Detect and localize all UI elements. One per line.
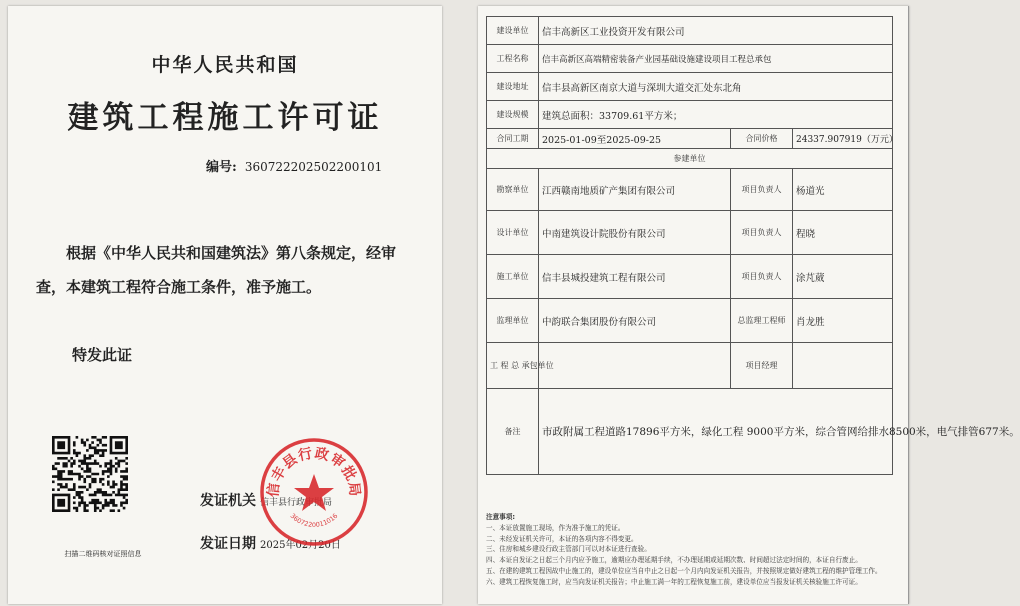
notes-title: 注意事项: bbox=[486, 513, 516, 521]
design-org: 中南建筑设计院股份有限公司 bbox=[539, 211, 731, 255]
seal-code: 3607220011016 bbox=[288, 511, 340, 529]
certificate-number bbox=[206, 156, 382, 175]
certificate-left-page bbox=[8, 6, 442, 604]
site-label: 建设地址 bbox=[487, 73, 539, 101]
note-item: 四、本证自发证之日起三个月内应予施工，逾期应办理延期手续，不办理延期或延期次数、时间超过法定时间的，本证自行废止。 bbox=[486, 556, 862, 565]
certificate-title: 建筑工程施工许可证 bbox=[67, 100, 383, 136]
country-title: 中华人民共和国 bbox=[151, 54, 299, 76]
issue-date-value: 2025年02月20日 bbox=[260, 540, 341, 551]
notes-section bbox=[486, 512, 892, 588]
project-name-label: 工程名称 bbox=[487, 45, 539, 73]
note-item: 六、建筑工程恢复施工时，应当向发证机关报告；中止施工满一年的工程恢复施工前，建设单位应当报发证机关核验施工许可证。 bbox=[486, 577, 862, 586]
supervision-org: 中韵联合集团股份有限公司 bbox=[539, 299, 731, 343]
construction-org: 信丰县城投建筑工程有限公司 bbox=[539, 255, 731, 299]
number-value: 360722202502200101 bbox=[244, 160, 383, 174]
row-builder bbox=[487, 17, 893, 45]
note-item: 三、住房和城乡建设行政主管部门可以对本证进行查验。 bbox=[486, 545, 651, 554]
project-name-value: 信丰高新区高端精密装备产业园基础设施建设项目工程总承包 bbox=[539, 45, 893, 73]
special-issue-text: 特发此证 bbox=[72, 346, 133, 364]
row-survey bbox=[487, 169, 893, 211]
construction-role: 施工单位 bbox=[487, 255, 539, 299]
scale-value: 建筑总面积：33709.61平方米； bbox=[539, 101, 893, 129]
note-item: 二、未经发证机关许可，本证的各项内容不得变更。 bbox=[486, 534, 638, 543]
participants-header: 参建单位 bbox=[487, 149, 893, 169]
note-item: 一、本证放置施工现场，作为准予施工的凭证。 bbox=[486, 523, 625, 532]
certificate-right-page bbox=[478, 6, 1020, 604]
supervision-person: 肖龙胜 bbox=[793, 299, 893, 343]
row-design bbox=[487, 211, 893, 255]
row-supervision bbox=[487, 299, 893, 343]
construction-pm-label: 项目负责人 bbox=[731, 255, 793, 299]
row-remark bbox=[487, 389, 893, 475]
row-construction bbox=[487, 255, 893, 299]
remark-label: 备注 bbox=[487, 389, 539, 475]
svg-text:3607220011016 bbox=[289, 512, 340, 529]
survey-role: 勘察单位 bbox=[487, 169, 539, 211]
qr-code-icon[interactable] bbox=[52, 436, 128, 512]
design-role: 设计单位 bbox=[487, 211, 539, 255]
row-scale bbox=[487, 101, 893, 129]
general-contractor-label: 工 程 总 承包单位 bbox=[487, 343, 539, 389]
row-contract bbox=[487, 129, 893, 149]
number-label: 编号: bbox=[206, 160, 237, 175]
issuer-value: 信丰县行政审批局 bbox=[260, 498, 333, 508]
issue-date-label: 发证日期 bbox=[200, 536, 256, 552]
remark-value: 市政附属工程道路17896平方米，绿化工程 9000平方米，综合管网给排水8500米，电气排管677米。 bbox=[539, 389, 893, 475]
survey-org: 江西赣南地质矿产集团有限公司 bbox=[539, 169, 731, 211]
row-site bbox=[487, 73, 893, 101]
construction-person: 涂芃葳 bbox=[793, 255, 893, 299]
general-contractor-person bbox=[793, 343, 893, 389]
supervision-role: 监理单位 bbox=[487, 299, 539, 343]
builder-value: 信丰高新区工业投资开发有限公司 bbox=[539, 17, 893, 45]
qr-caption: 扫描二维码核对证照信息 bbox=[64, 550, 142, 558]
project-info-table bbox=[486, 16, 1020, 475]
design-person: 程晓 bbox=[793, 211, 893, 255]
row-participants-header bbox=[487, 149, 893, 169]
scale-label: 建设规模 bbox=[487, 101, 539, 129]
builder-label: 建设单位 bbox=[487, 17, 539, 45]
row-project-name bbox=[487, 45, 893, 73]
design-pm-label: 项目负责人 bbox=[731, 211, 793, 255]
certificate-body: 根据《中华人民共和国建筑法》第八条规定，经审查，本建筑工程符合施工条件，准予施工。 bbox=[36, 244, 397, 296]
survey-pm-label: 项目负责人 bbox=[731, 169, 793, 211]
issuer-label: 发证机关 bbox=[200, 493, 256, 509]
contract-price-value: 24337.907919（万元） bbox=[793, 129, 893, 149]
row-general-contractor bbox=[487, 343, 893, 389]
official-seal-icon bbox=[258, 436, 370, 548]
seal-text: 信丰县行政审批局 bbox=[265, 445, 363, 498]
survey-person: 杨道光 bbox=[793, 169, 893, 211]
qr-modules bbox=[52, 436, 128, 512]
contract-period-value: 2025-01-09至2025-09-25 bbox=[539, 129, 731, 149]
note-item: 五、在建的建筑工程因故中止施工的，建设单位应当自中止之日起一个月内向发证机关报告，并按照规定做好建筑工程的维护管理工作。 bbox=[486, 566, 882, 575]
contract-price-label: 合同价格 bbox=[731, 129, 793, 149]
project-manager-label: 项目经理 bbox=[731, 343, 793, 389]
chief-supervisor-label: 总监理工程师 bbox=[731, 299, 793, 343]
general-contractor-org bbox=[539, 343, 731, 389]
site-value: 信丰县高新区南京大道与深圳大道交汇处东北角 bbox=[539, 73, 893, 101]
contract-period-label: 合同工期 bbox=[487, 129, 539, 149]
